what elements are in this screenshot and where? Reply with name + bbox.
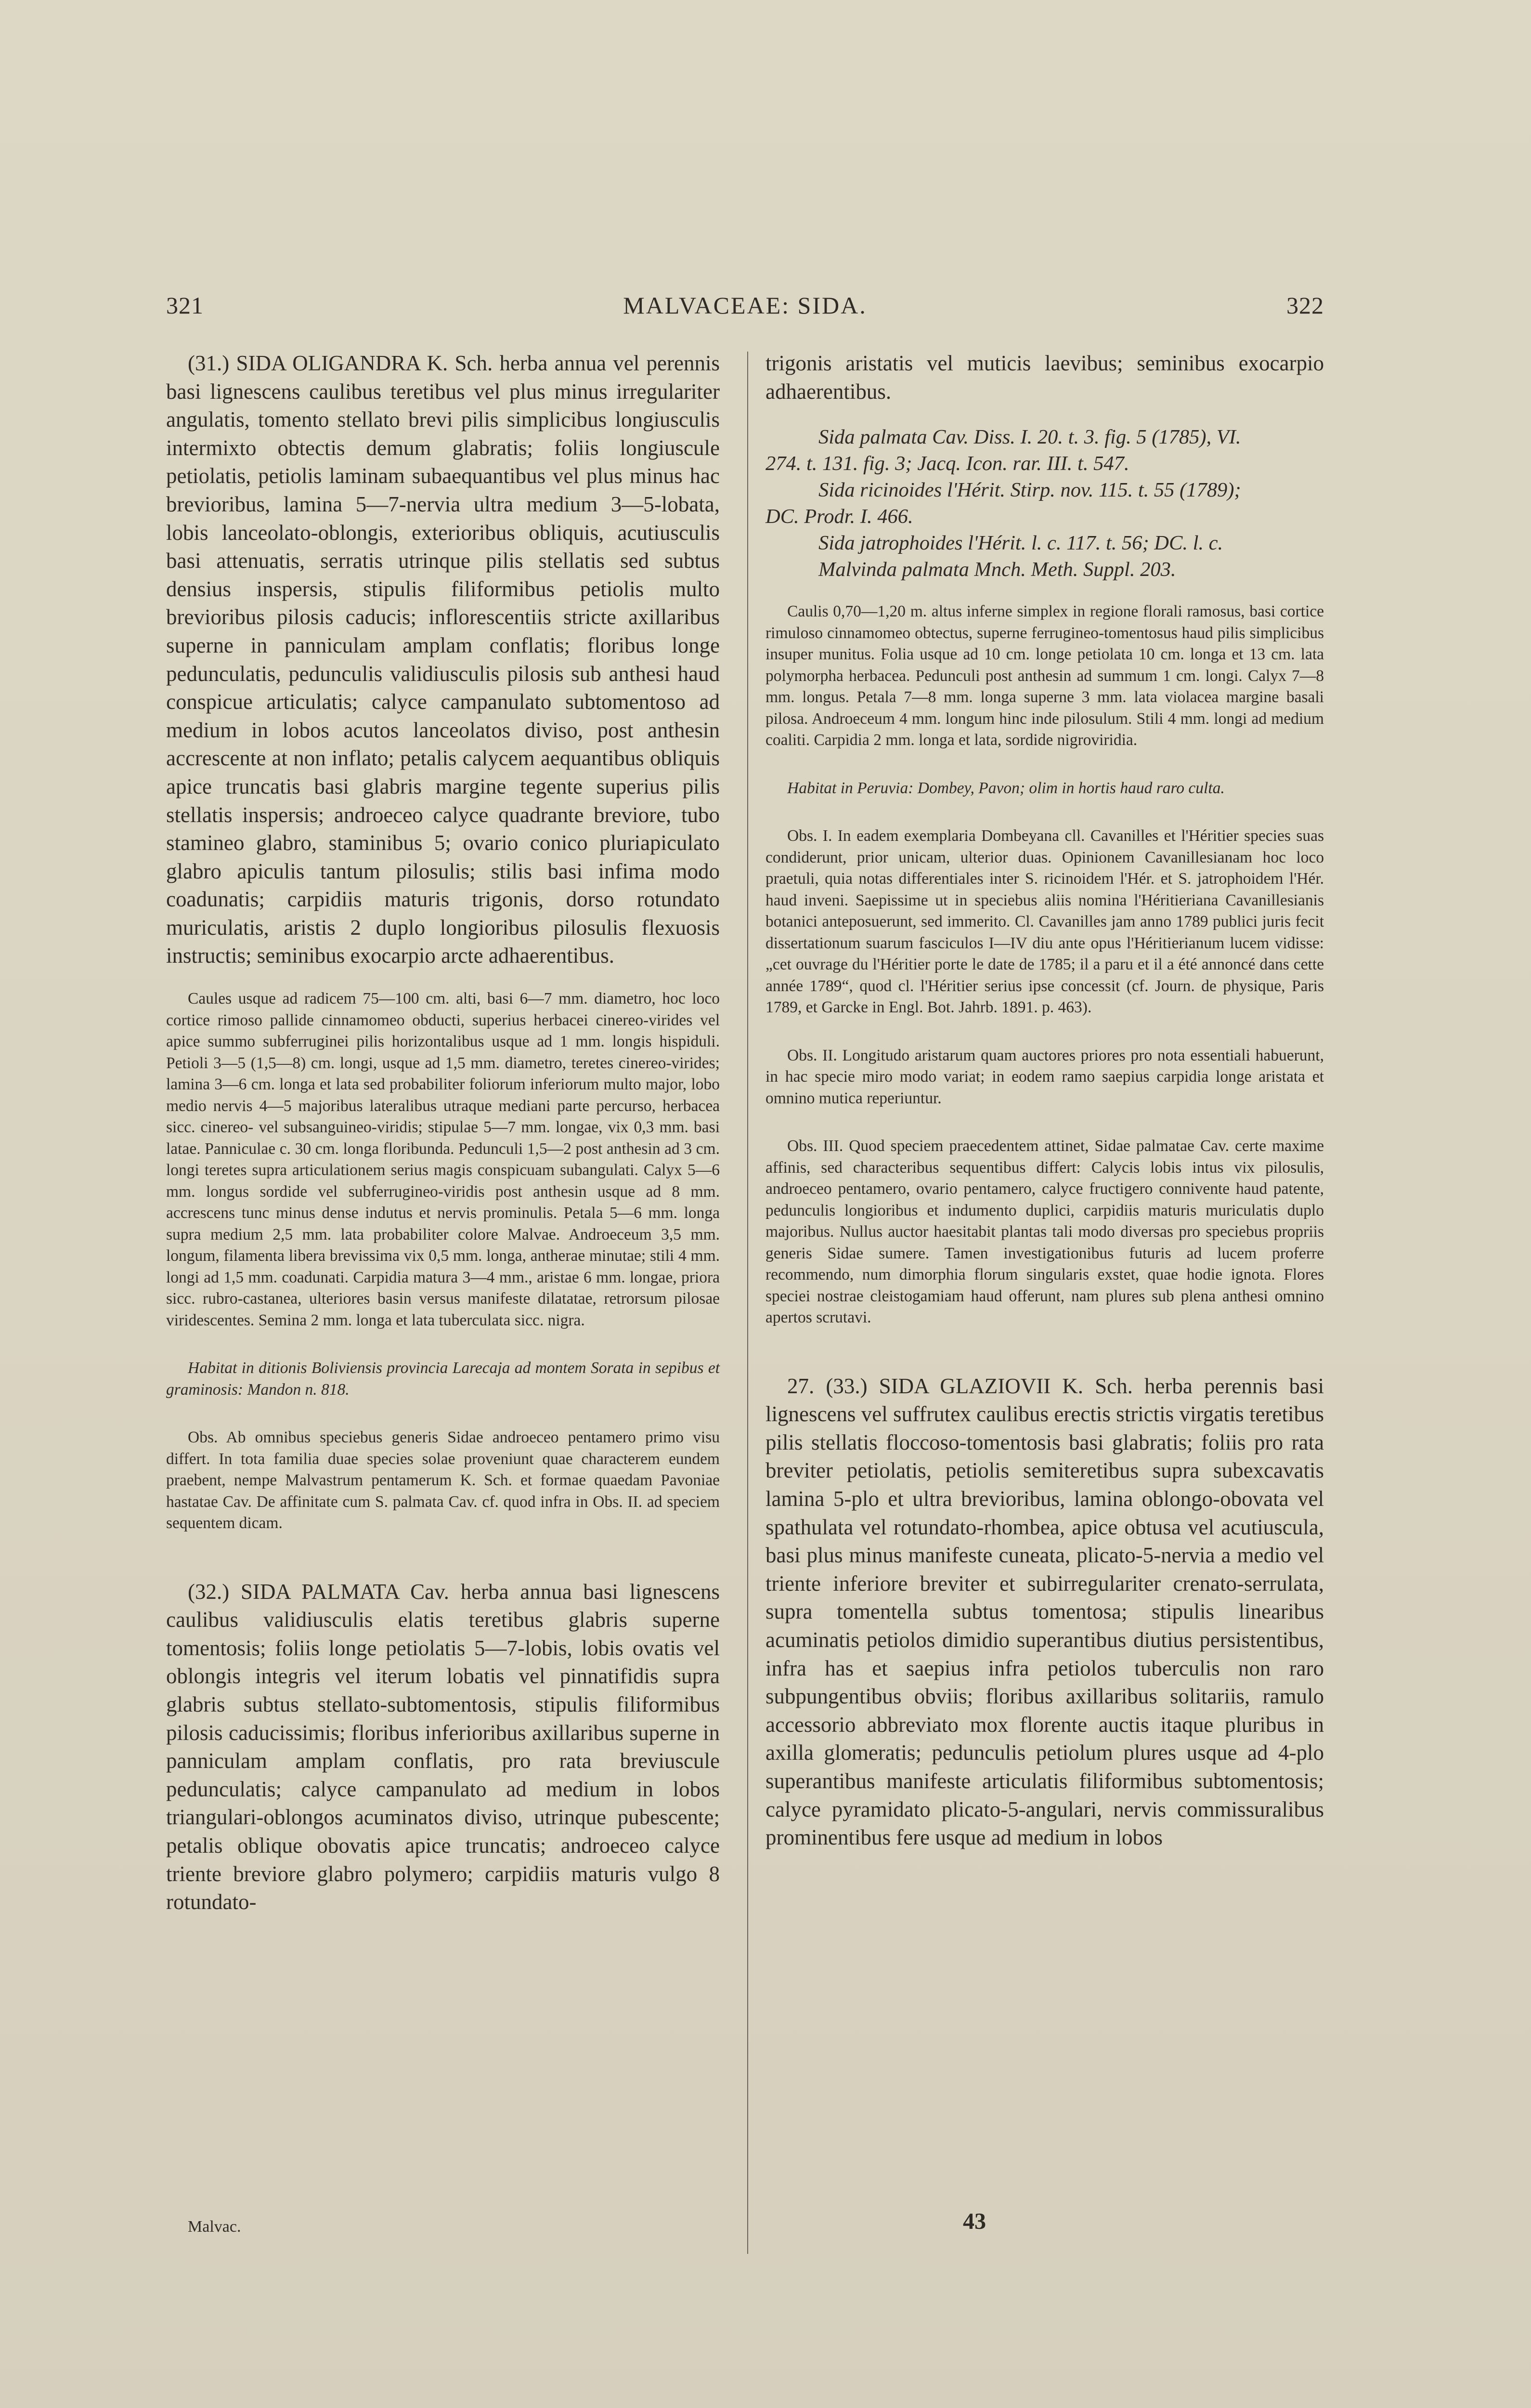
sida-glaziovii-description: 27. (33.) SIDA GLAZIOVII K. Sch. herba perennis basi lignescens vel suffrutex caulibus erectis strictis virgatis teretibus pilis stellatis floccoso-tomentosis basi glabratis; foliis pro rata breviter petiolatis, petiolis semiteretibus supra subexcavatis lamina 5-plo et ultra brevioribus, lamina oblongo-obovata vel spathulata vel rotundato-rhombea, apice obtusa vel acutiuscula, basi plus minus manifeste cuneata, plicato-5-nervia a medio vel triente inferiore breviter et subirregulariter crenato-serrulata, supra tomentella subtus tomentosa; stipulis linearibus acuminatis petiolos dimidio superantibus diutius persistentibus, infra has et saepius infra petiolos tuberculis non raro subpungentibus obviis; floribus axillaribus solitariis, ramulo accessorio abbreviato mox florente auctis itaque pluribus in axilla glomeratis; pedunculis petiolum plures usque ad 4-plo superantibus manifeste articulatis filiformibus subtomentosis; calyce pyramidato plicato-5-angulari, nervis commissuralibus prominentibus fere usque ad medium in lobos [766,1374,1324,1850]
citation-sida-jatrophoides: Sida jatrophoides l'Hérit. l. c. 117. t. 56; DC. l. c. [818,532,1223,555]
sida-oligandra-habitat: Habitat in ditionis Boliviensis provincia Larecaja ad montem Sorata in sepibus et graminosis: Mandon n. 818. [166,1359,720,1399]
citation-malvinda-palmata: Malvinda palmata Mnch. Meth. Suppl. 203. [818,558,1176,581]
page-number-right: 322 [1286,292,1324,319]
sida-palmata-description: (32.) SIDA PALMATA Cav. herba annua basi lignescens caulibus validiusculis elatis teretibus glabris superne tomentosis; foliis longe petiolatis 5—7-lobis, lobis ovatis vel oblongis integris vel iterum lobatis vel pinnatifidis supra glabris subtus stellato-subtomentosis, stipulis filiformibus pilosis caducissimis; floribus inferioribus axillaribus superne in panniculam amplam conflatis, pro rata breviuscule pedunculatis; calyce campanulato ad medium in lobos triangulari-oblongos acuminatos diviso, utrinque pubescente; petalis oblique obovatis apice truncatis; androeceo calyce triente breviore glabro polymero; carpidiis maturis vulgo 8 rotundato- [166,1579,720,1914]
sida-palmata-habitat: Habitat in Peruvia: Dombey, Pavon; olim in hortis haud raro culta. [787,779,1225,797]
page-number-left: 321 [166,292,204,319]
sida-oligandra-details: Caules usque ad radicem 75—100 cm. alti, basi 6—7 mm. diametro, hoc loco cortice rimoso pallide cinnamomeo obducti, superius herbacei cinereo-virides vel apice summo subferruginei pilis horizontalibus usque ad 1 mm. longis hispiduli. Petioli 3—5 (1,5—8) cm. longi, usque ad 1,5 mm. diametro, teretes cinereo-virides; lamina 3—6 cm. longa et lata sed probabiliter foliorum inferiorum multo major, lobo medio nervis 4—5 majoribus lateralibus utraque mediani parte percurso, herbacea sicc. cinereo- vel subsanguineo-viridis; stipulae 5—7 mm. longae, vix 0,3 mm. basi latae. Panniculae c. 30 cm. longa floribunda. Pedunculi 1,5—2 post anthesin ad 3 cm. longi teretes supra articulationem serius magis conspicuam subangulati. Calyx 5—6 mm. longus sordide vel subferrugineo-viridis post anthesin usque ad 8 mm. accrescens tunc minus dense indutus et nervis prominulis. Petala 5—6 mm. longa supra medium 2,5 mm. lata probabiliter colore Malvae. Androeceum 3,5 mm. longum, filamenta libera brevissima vix 0,5 mm. longa, antherae minutae; stili 4 mm. longi ad 1,5 mm. coadunati. Carpidia matura 3—4 mm., aristae 6 mm. longae, priora sicc. rubro-castanea, ulteriores basin versus manifeste dilatatae, retrorsum pilosae viridescentes. Semina 2 mm. longa et lata tuberculata sicc. nigra. [166,990,720,1329]
sida-palmata-observation-1: Obs. I. In eadem exemplaria Dombeyana cll. Cavanilles et l'Héritier species suas condiderunt, prior unicam, ulterior duas. Opinionem Cavanillesianam hoc loco praetuli, quia notas differentiales inter S. ricinoidem l'Hér. et S. jatrophoidem l'Hér. haud inveni. Saepissime ut in speciebus aliis nomina l'Héritieriana Cavanillesianis botanici anteposuerunt, sed immerito. Cl. Cavanilles jam anno 1789 publici juris fecit dissertationum suarum fasciculos I—IV diu ante opus l'Héritierianum lucem vidisse: „cet ouvrage du l'Héritier porte le date de 1785; il a paru et il a été annoncé dans cette année 1789“, quod cl. l'Héritier serius ipse concessit (cf. Journ. de physique, Paris 1789, et Garcke in Engl. Bot. Jahrb. 1891. p. 463). [766,827,1324,1017]
sheet-number: 43 [963,2209,986,2234]
citation-sida-ricinoides: Sida ricinoides l'Hérit. Stirp. nov. 115. t. 55 (1789); [818,479,1241,502]
sida-palmata-description-cont: trigonis aristatis vel muticis laevibus; seminibus exocarpio adhaerentibus. [766,351,1324,404]
sida-oligandra-description: (31.) SIDA OLIGANDRA K. Sch. herba annua vel perennis basi lignescens caulibus teretibus vel plus minus irregulariter angulatis, tomento stellato brevi pilis simplicibus longiusculis intermixto obtectis demum glabratis; foliis longiuscule petiolatis, petiolis laminam subaequantibus vel plus minus hac brevioribus, lamina 5—7-nervia ultra medium 3—5-lobata, lobis lanceolato-oblongis, exterioribus obliquis, acutiusculis basi attenuatis, serratis utrinque pilis stellatis sed subtus densius inspersis, stipulis filiformibus petiolis multo brevioribus pilosis caducis; inflorescentiis stricte axillaribus superne in panniculam amplam conflatis; floribus longe pedunculatis, pedunculis validiusculis pilosis sub anthesi haud conspicue articulatis; calyce campanulato subtomentoso ad medium in lobos acutos lanceolatos diviso, post anthesin accrescente at non inflato; petalis calycem aequantibus obliquis apice truncatis basi glabris margine tegente superius pilis stellatis inspersis; androeceo calyce quadrante breviore, tubo stamineo glabro, staminibus 5; ovario conico pluriapiculato glabro apiculis tantum pilosulis; stilis basi infima modo coadunatis; carpidiis maturis trigonis, dorso rotundato muriculatis, aristis 2 duplo longioribus pilosulis flexuosis instructis; seminibus exocarpio arcte adhaerentibus. [166,351,720,968]
signature-mark: Malvac. [188,2218,241,2236]
left-column [166,349,720,1916]
page-header [166,291,1324,325]
column-divider [747,352,748,2254]
running-title: MALVACEAE: SIDA. [623,292,867,319]
citation-sida-ricinoides-cont: DC. Prodr. I. 466. [766,505,913,528]
sida-palmata-observation-3: Obs. III. Quod speciem praecedentem attinet, Sidae palmatae Cav. certe maxime affinis, sed characteribus sequentibus differt: Calycis lobis intus vix pilosulis, androeceo pentamero, ovario pentamero, calyce fructigero connivente haud patente, pedunculis longioribus et indumento duplici, carpidiis maturis muriculatis duplo majoribus. Nullus auctor haesitabit plantas tali modo diversas pro speciebus propriis generis Sidae sumere. Tamen investigationibus futuris ad lucem proferre recommendo, num dimorphia florum singularis exstet, quae hodie ignota. Flores speciei nostrae cleistogamiam haud offerunt, nam plures sub plena anthesi omnino apertos scrutavi. [766,1137,1324,1327]
sida-palmata-details: Caulis 0,70—1,20 m. altus inferne simplex in regione florali ramosus, basi cortice rimuloso cinnamomeo obtectus, superne ferrugineo-tomentosus haud pilis simplicibus insuper munitus. Folia usque ad 10 cm. longe petiolata 10 cm. longa et 13 cm. lata polymorpha herbacea. Pedunculi post anthesin ad summum 1 cm. longi. Calyx 7—8 mm. longus. Petala 7—8 mm. longa superne 3 mm. lata violacea margine basali pilosa. Androeceum 4 mm. longum hinc inde pilosulum. Stili 4 mm. longi ad medium coaliti. Carpidia 2 mm. longa et lata, sordide nigroviridia. [766,602,1324,749]
citation-sida-palmata-cont: 274. t. 131. fig. 3; Jacq. Icon. rar. III. t. 547. [766,452,1129,475]
sida-oligandra-observation: Obs. Ab omnibus speciebus generis Sidae androeceo pentamero primo visu differt. In tota familia duae species solae proveniunt quae characterem eundem praebent, nempe Malvastrum pentamerum K. Sch. et formae quaedam Pavoniae hastatae Cav. De affinitate cum S. palmata Cav. cf. quod infra in Obs. II. ad speciem sequentem dicam. [166,1428,720,1532]
right-column [766,349,1324,1852]
citation-sida-palmata: Sida palmata Cav. Diss. I. 20. t. 3. fig. 5 (1785), VI. [818,426,1241,449]
sida-palmata-observation-2: Obs. II. Longitudo aristarum quam auctores priores pro nota essentiali habuerunt, in hac specie miro modo variat; in eodem ramo saepius carpidia longe aristata et omnino mutica reperiuntur. [766,1046,1324,1107]
